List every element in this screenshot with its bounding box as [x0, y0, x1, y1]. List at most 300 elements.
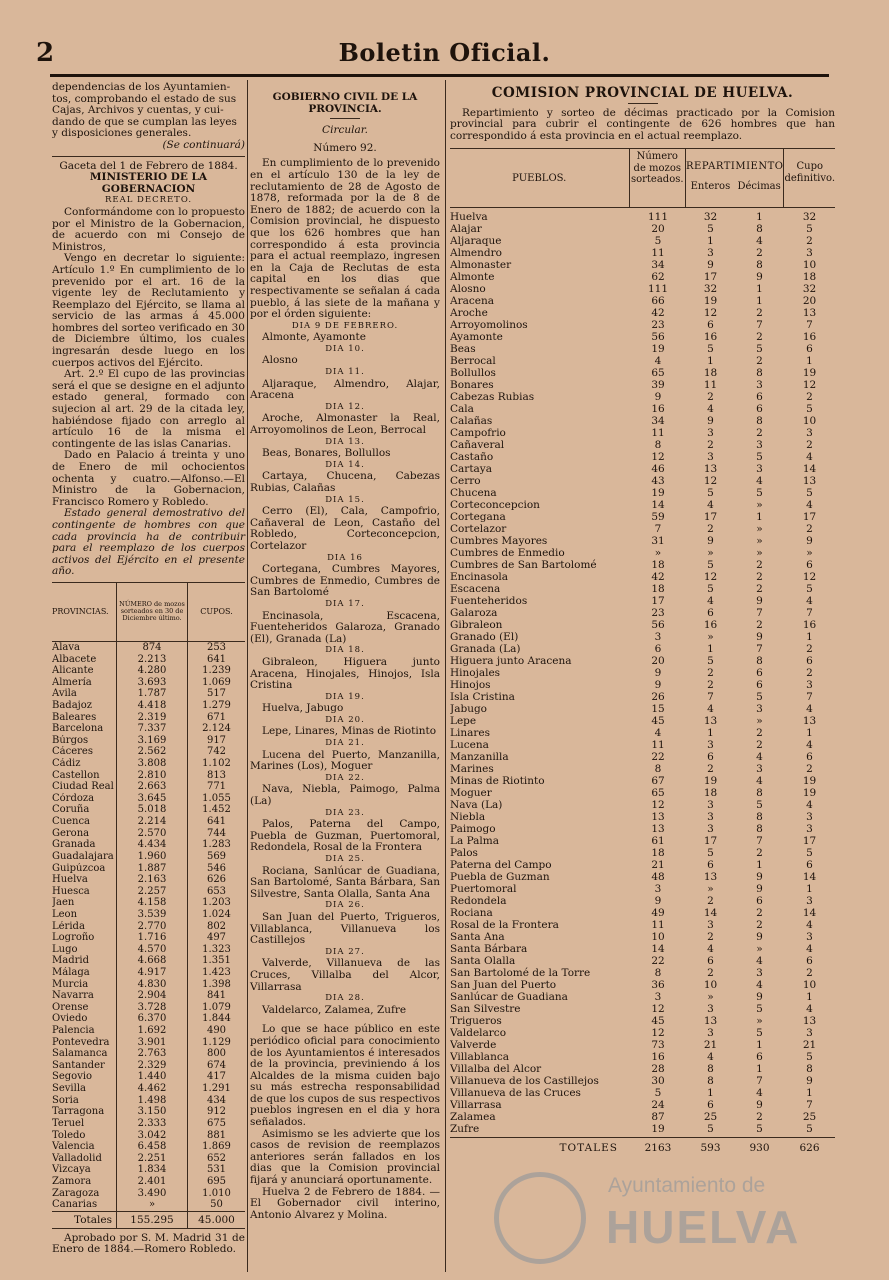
- day-towns: Valdelarco, Zalamea, Zufre: [262, 1003, 407, 1016]
- pueblo-name: Alosno: [450, 283, 486, 296]
- table-row: [450, 991, 835, 1003]
- province-name: Jaen: [52, 897, 75, 909]
- day-label: DIA 17.: [325, 598, 365, 609]
- pueblo-sorteados: 11: [651, 427, 665, 440]
- pueblo-sorteados: 12: [651, 799, 665, 812]
- pueblo-decimas: 6: [756, 1051, 763, 1064]
- table-row: [450, 331, 835, 343]
- circular-intro: En cumplimiento de lo prevenido en el artículo 130 de la ley de reclutamiento de 28 de Agosto de 1878, reformada por la de 8 de Enero de 1882; de acuerdo con la Comision provincial, he dispuesto que los 626 hombres que han correspondido á esta provincia para el actual reemplazo, ingresen en la Caja de Reclutas de esta capital en los dias que respectivamente se señalan á cada pueblo, á las siete de la mañana y por el órden siguiente:: [250, 157, 440, 321]
- province-cupo: 531: [206, 1164, 227, 1176]
- circular-number: Número 92.: [313, 141, 377, 154]
- pueblo-sorteados: 11: [651, 919, 665, 932]
- pueblo-cupo: 6: [806, 859, 813, 872]
- day-label: DIA 18.: [325, 645, 365, 656]
- pueblo-name: San Juan del Puerto: [450, 979, 557, 992]
- pueblo-cupo: 19: [802, 787, 817, 800]
- pueblo-enteros: 19: [703, 775, 718, 788]
- pueblo-decimas: 5: [756, 487, 763, 500]
- pueblo-decimas: 9: [756, 631, 763, 644]
- pueblo-cupo: 4: [806, 451, 813, 464]
- pueblo-name: Cumbres de San Bartolomé: [450, 559, 597, 572]
- pueblo-sorteados: 42: [651, 307, 665, 320]
- province-cupo: 1.069: [202, 676, 231, 688]
- province-name: Valencia: [52, 1141, 95, 1153]
- pueblo-enteros: »: [707, 631, 714, 644]
- province-name: Huesca: [52, 885, 90, 897]
- province-cupo: 881: [206, 1129, 227, 1141]
- province-sorteados: 2.333: [116, 1118, 188, 1130]
- province-sorteados: 2.251: [116, 1153, 188, 1165]
- pueblo-cupo: 6: [806, 655, 813, 668]
- pueblo-sorteados: 16: [651, 1051, 665, 1064]
- pueblo-enteros: 4: [707, 403, 714, 416]
- table-row: [450, 583, 835, 595]
- province-name: Vizcaya: [52, 1164, 91, 1176]
- pueblo-sorteados: 9: [654, 391, 662, 404]
- table-row: [52, 654, 245, 666]
- seal-icon: [494, 1172, 586, 1264]
- pueblo-cupo: 14: [802, 463, 817, 476]
- pueblo-name: Granado (El): [450, 631, 519, 644]
- pueblo-sorteados: 19: [651, 1123, 665, 1136]
- pueblo-name: Santa Olalla: [450, 955, 516, 968]
- pueblo-cupo: 2: [806, 523, 813, 536]
- province-sorteados: 4.158: [116, 897, 188, 909]
- province-name: Zamora: [52, 1175, 92, 1187]
- pueblo-enteros: 4: [707, 703, 714, 716]
- gobierno-heading: GOBIERNO CIVIL DE LA PROVINCIA.: [272, 91, 418, 115]
- province-sorteados: 3.169: [116, 735, 188, 747]
- province-sorteados: 4.280: [116, 665, 188, 677]
- pueblo-name: Hinojos: [450, 679, 491, 692]
- pueblo-enteros: 5: [707, 1123, 714, 1136]
- pueblo-cupo: 5: [806, 223, 813, 236]
- table-row: [52, 897, 245, 909]
- pueblo-sorteados: 23: [651, 607, 665, 620]
- col-provincias: PROVINCIAS.: [52, 607, 109, 617]
- province-cupo: 744: [206, 827, 227, 839]
- pueblo-decimas: 9: [756, 271, 763, 284]
- pueblo-name: Rosal de la Frontera: [450, 919, 559, 932]
- province-sorteados: 2.770: [116, 921, 188, 933]
- day-towns: Cerro (El), Cala, Campofrio, Cañaveral de Leon, Castaño del Robledo, Corteconcepcion, Cortelazor: [250, 505, 440, 552]
- pueblo-sorteados: 18: [651, 559, 665, 572]
- table-row: [450, 619, 835, 631]
- pueblo-cupo: 32: [802, 211, 817, 224]
- separator: [628, 103, 658, 104]
- pueblo-sorteados: 10: [651, 931, 665, 944]
- table-row: [52, 1176, 245, 1188]
- pueblo-enteros: 16: [703, 331, 718, 344]
- pueblo-name: Cala: [450, 403, 474, 416]
- day-label: DIA 14.: [325, 459, 365, 470]
- pueblo-sorteados: 11: [651, 739, 665, 752]
- pueblo-enteros: 17: [703, 511, 718, 524]
- pueblo-name: Zufre: [450, 1123, 480, 1136]
- province-sorteados: 4.434: [116, 839, 188, 851]
- pueblo-sorteados: 46: [651, 463, 665, 476]
- pueblo-name: Arroyomolinos: [450, 319, 528, 332]
- pueblo-cupo: 3: [806, 931, 813, 944]
- table-row: [52, 665, 245, 677]
- pueblo-sorteados: 12: [651, 451, 665, 464]
- pueblo-cupo: 3: [806, 895, 813, 908]
- pueblo-cupo: 4: [806, 919, 813, 932]
- pueblo-sorteados: 7: [654, 523, 662, 536]
- table-row: [450, 871, 835, 883]
- day-towns: Alosno: [262, 354, 298, 367]
- province-name: Salamanca: [52, 1048, 108, 1060]
- pueblo-sorteados: 111: [647, 283, 669, 296]
- table-row: [450, 1039, 835, 1051]
- pueblo-sorteados: 42: [651, 571, 665, 584]
- pueblo-sorteados: 45: [651, 715, 665, 728]
- table-row: [450, 667, 835, 679]
- province-name: Tarragona: [52, 1106, 105, 1118]
- table-row: [450, 775, 835, 787]
- pueblo-sorteados: 4: [654, 355, 662, 368]
- pueblo-enteros: 2: [707, 931, 714, 944]
- pueblo-name: Cartaya: [450, 463, 492, 476]
- table-row: [450, 547, 835, 559]
- pueblo-cupo: 13: [802, 1015, 817, 1028]
- text-line: tos, comprobando el estado de sus: [52, 92, 237, 105]
- decree-heading: REAL DECRETO.: [104, 195, 193, 206]
- pueblo-enteros: 5: [707, 223, 714, 236]
- province-cupo: 841: [206, 990, 227, 1002]
- pueblo-name: Santa Bárbara: [450, 943, 528, 956]
- pueblo-decimas: 5: [756, 1027, 763, 1040]
- province-cupo: 1.844: [202, 1013, 231, 1025]
- table-row: [450, 439, 835, 451]
- pueblo-decimas: 5: [756, 451, 763, 464]
- table-row: [52, 1048, 245, 1060]
- table-row: [52, 851, 245, 863]
- pueblo-name: Santa Ana: [450, 931, 505, 944]
- pueblo-enteros: 6: [707, 319, 714, 332]
- pueblo-cupo: 5: [806, 1051, 813, 1064]
- schedule-list: [250, 321, 440, 1017]
- column-divider: [445, 80, 446, 1272]
- pueblo-enteros: 1: [707, 643, 714, 656]
- gaceta-line: Gaceta del 1 de Febrero de 1884.: [59, 159, 238, 172]
- comision-heading: COMISION PROVINCIAL DE HUELVA.: [491, 85, 794, 101]
- pueblo-cupo: 1: [806, 1087, 813, 1100]
- day-label: DIA 12.: [325, 401, 365, 412]
- table-row: [52, 979, 245, 991]
- pueblo-enteros: 16: [703, 619, 718, 632]
- watermark-line1: Ayuntamiento de: [608, 1174, 766, 1197]
- pueblo-decimas: 5: [756, 691, 763, 704]
- province-cupo: 253: [206, 641, 227, 653]
- pueblo-sorteados: 19: [651, 343, 665, 356]
- pueblo-sorteados: 36: [651, 979, 665, 992]
- table-row: [52, 932, 245, 944]
- pueblo-sorteados: 56: [651, 619, 665, 632]
- province-name: Soria: [52, 1094, 79, 1106]
- province-cupo: 912: [206, 1106, 227, 1118]
- table-row: [52, 955, 245, 967]
- table-row: [450, 691, 835, 703]
- pueblo-cupo: 3: [806, 1027, 813, 1040]
- table-row: [450, 1015, 835, 1027]
- day-towns: Gibraleon, Higuera junto Aracena, Hinojales, Hinojos, Isla Cristina: [250, 655, 440, 692]
- pueblo-decimas: 8: [756, 787, 763, 800]
- table-row: [450, 1051, 835, 1063]
- pueblo-name: Hinojales: [450, 667, 501, 680]
- pueblo-sorteados: 21: [651, 859, 665, 872]
- pueblo-name: Cortegana: [450, 511, 506, 524]
- province-sorteados: 2.401: [116, 1176, 188, 1188]
- pueblo-enteros: 8: [707, 1063, 714, 1076]
- province-name: Alicante: [52, 665, 94, 677]
- pueblo-cupo: 6: [806, 955, 813, 968]
- pueblo-cupo: 7: [806, 607, 813, 620]
- province-name: Cádiz: [52, 758, 81, 770]
- pueblo-name: Cortelazor: [450, 523, 507, 536]
- table-row: [450, 847, 835, 859]
- pueblo-cupo: 4: [806, 739, 813, 752]
- table-row: [52, 839, 245, 851]
- pueblo-cupo: 7: [806, 319, 813, 332]
- table-row: [450, 211, 835, 223]
- pueblo-decimas: »: [756, 715, 763, 728]
- province-cupo: 695: [206, 1175, 227, 1187]
- province-name: Alava: [52, 641, 80, 653]
- table-row: [450, 259, 835, 271]
- pueblo-cupo: 3: [806, 811, 813, 824]
- pueblo-name: Beas: [450, 343, 476, 356]
- comision-intro: Repartimiento y sorteo de décimas practicado por la Comision provincial para cubrir el contingente de 626 hombres que han correspondido á esta provincia en el actual reemplazo.: [450, 106, 835, 142]
- pueblo-enteros: »: [707, 547, 714, 560]
- table-row: [450, 283, 835, 295]
- pueblo-decimas: 2: [756, 571, 763, 584]
- col-cupos: CUPOS.: [200, 607, 233, 617]
- pueblo-enteros: 12: [703, 571, 718, 584]
- continued-text: [52, 82, 245, 140]
- pueblo-sorteados: 34: [651, 415, 665, 428]
- day-label: DIA 11.: [325, 367, 365, 378]
- province-sorteados: 3.539: [116, 909, 188, 921]
- province-cupo: 641: [206, 816, 227, 828]
- province-cupo: 434: [206, 1094, 227, 1106]
- pueblo-enteros: 14: [703, 907, 718, 920]
- pueblo-sorteados: 22: [651, 955, 665, 968]
- province-sorteados: 2.214: [116, 816, 188, 828]
- table-row: [52, 921, 245, 933]
- pueblo-decimas: 7: [756, 835, 763, 848]
- pueblo-enteros: 17: [703, 835, 718, 848]
- pueblo-cupo: 4: [806, 943, 813, 956]
- table-row: [450, 643, 835, 655]
- table-row: [52, 874, 245, 886]
- pueblo-cupo: 13: [802, 715, 817, 728]
- table-row: [450, 955, 835, 967]
- table-row: [52, 723, 245, 735]
- pueblo-sorteados: 22: [651, 751, 665, 764]
- pueblo-name: Aroche: [450, 307, 488, 320]
- table-row: [450, 655, 835, 667]
- province-name: Murcia: [52, 978, 89, 990]
- table-row: [450, 787, 835, 799]
- table-row: [450, 595, 835, 607]
- col-enteros: Enteros: [690, 180, 731, 192]
- table-row: [52, 990, 245, 1002]
- pueblo-enteros: 3: [707, 919, 714, 932]
- province-cupo: 417: [206, 1071, 227, 1083]
- pueblo-cupo: 5: [806, 403, 813, 416]
- pueblo-enteros: 3: [707, 823, 714, 836]
- totals-decimas: 930: [749, 1142, 770, 1155]
- pueblo-decimas: 2: [756, 583, 763, 596]
- pueblo-decimas: »: [756, 523, 763, 536]
- province-cupo: 1.869: [202, 1141, 231, 1153]
- province-cupo: 1.102: [202, 758, 231, 770]
- day-label: DIA 9 DE FEBRERO.: [291, 320, 399, 331]
- province-name: Castellon: [52, 769, 100, 781]
- province-name: Guadalajara: [52, 850, 114, 862]
- province-cupo: 802: [206, 920, 227, 932]
- pueblo-decimas: 2: [756, 247, 763, 260]
- day-towns: Almonte, Ayamonte: [262, 331, 366, 344]
- pueblo-decimas: 5: [756, 1003, 763, 1016]
- pueblo-cupo: 20: [802, 295, 817, 308]
- pueblo-cupo: 21: [802, 1039, 817, 1052]
- pueblo-decimas: 6: [756, 679, 763, 692]
- province-name: Lérida: [52, 920, 85, 932]
- pueblo-decimas: 1: [756, 511, 763, 524]
- pueblo-decimas: 2: [756, 919, 763, 932]
- pueblo-enteros: 13: [703, 1015, 718, 1028]
- pueblo-decimas: 8: [756, 367, 763, 380]
- province-cupo: 50: [210, 1199, 223, 1211]
- pueblo-enteros: 5: [707, 343, 714, 356]
- pueblo-cupo: »: [806, 547, 813, 560]
- table-row: [450, 1027, 835, 1039]
- province-sorteados: 4.462: [116, 1083, 188, 1095]
- table-row: [52, 1199, 245, 1211]
- day-towns: Aroche, Almonaster la Real, Arroyomolinos de Leon, Berrocal: [250, 412, 440, 437]
- pueblo-cupo: 13: [802, 307, 817, 320]
- pueblo-sorteados: 5: [654, 1087, 662, 1100]
- pueblo-name: Villablanca: [450, 1051, 509, 1064]
- pueblo-decimas: 1: [756, 1039, 763, 1052]
- province-sorteados: 2.763: [116, 1048, 188, 1060]
- pueblo-decimas: 5: [756, 799, 763, 812]
- pueblo-sorteados: 18: [651, 583, 665, 596]
- pueblo-sorteados: 14: [651, 499, 665, 512]
- province-name: Lugo: [52, 943, 78, 955]
- pueblo-enteros: 3: [707, 427, 714, 440]
- pueblo-sorteados: 6: [654, 643, 662, 656]
- pueblo-enteros: 2: [707, 667, 714, 680]
- page-number: 2: [36, 38, 55, 68]
- table-row: [450, 895, 835, 907]
- province-cupo: 653: [206, 885, 227, 897]
- province-name: Huelva: [52, 874, 88, 886]
- table-row: [450, 379, 835, 391]
- table-row: [52, 909, 245, 921]
- pueblo-enteros: »: [707, 883, 714, 896]
- pueblo-sorteados: 56: [651, 331, 665, 344]
- day-towns: Cortegana, Cumbres Mayores, Cumbres de Enmedio, Cumbres de San Bartolomé: [250, 563, 440, 599]
- table-row: [450, 451, 835, 463]
- col-cupo-definitivo: Cupo definitivo.: [783, 149, 835, 207]
- table-row: [450, 1087, 835, 1099]
- totals-cupo: 626: [799, 1142, 820, 1155]
- province-cupo: 917: [206, 734, 227, 746]
- province-name: Gerona: [52, 827, 90, 839]
- province-cupo: 1.291: [202, 1083, 231, 1095]
- pueblo-enteros: 5: [707, 559, 714, 572]
- table-row: [450, 223, 835, 235]
- province-sorteados: 6.370: [116, 1013, 188, 1025]
- table-row: [450, 835, 835, 847]
- pueblo-sorteados: 9: [654, 667, 662, 680]
- table-row: [450, 355, 835, 367]
- table-row: [52, 1060, 245, 1072]
- masthead-title: Boletin Oficial.: [338, 38, 551, 67]
- pueblo-name: Berrocal: [450, 355, 496, 368]
- province-sorteados: 4.418: [116, 700, 188, 712]
- pueblo-decimas: 5: [756, 343, 763, 356]
- pueblo-decimas: 8: [756, 811, 763, 824]
- table-row: [450, 979, 835, 991]
- province-name: Orense: [52, 1001, 89, 1013]
- province-sorteados: 3.901: [116, 1037, 188, 1049]
- pueblo-cupo: 6: [806, 751, 813, 764]
- table-row: [450, 487, 835, 499]
- pueblo-name: Granada (La): [450, 643, 521, 656]
- pueblo-enteros: 2: [707, 679, 714, 692]
- table-row: [52, 863, 245, 875]
- province-cupo: 1.079: [202, 1001, 231, 1013]
- pueblo-sorteados: 49: [651, 907, 665, 920]
- pueblo-cupo: 7: [806, 1099, 813, 1112]
- pueblo-name: Lucena: [450, 739, 489, 752]
- pueblo-name: Almonte: [450, 271, 495, 284]
- table-row: [52, 735, 245, 747]
- province-name: Segovio: [52, 1071, 93, 1083]
- pueblo-decimas: »: [756, 547, 763, 560]
- pueblos-table-body: [450, 211, 835, 1135]
- pueblo-sorteados: 4: [654, 727, 662, 740]
- pueblo-name: Sanlúcar de Guadiana: [450, 991, 568, 1004]
- province-name: Almería: [52, 676, 92, 688]
- pueblo-sorteados: 28: [651, 1063, 665, 1076]
- table-row: [450, 823, 835, 835]
- pueblo-enteros: 13: [703, 871, 718, 884]
- province-name: Palencia: [52, 1025, 95, 1037]
- pueblo-name: Minas de Riotinto: [450, 775, 545, 788]
- ministry-heading: MINISTERIO DE LA GOBERNACION: [89, 171, 208, 195]
- pueblo-sorteados: 26: [651, 691, 665, 704]
- province-name: Madrid: [52, 955, 89, 967]
- pueblo-sorteados: 24: [651, 1099, 665, 1112]
- pueblo-decimas: 7: [756, 1075, 763, 1088]
- pueblo-cupo: 16: [802, 619, 817, 632]
- pueblo-name: Cerro: [450, 475, 481, 488]
- province-cupo: 1.203: [202, 897, 231, 909]
- pueblo-decimas: 9: [756, 1099, 763, 1112]
- pueblo-enteros: 5: [707, 487, 714, 500]
- table-row: [450, 463, 835, 475]
- watermark: [490, 1168, 820, 1268]
- pueblo-cupo: 1: [806, 355, 813, 368]
- table-row: [52, 1037, 245, 1049]
- table-row: [52, 1025, 245, 1037]
- pueblo-decimas: 3: [756, 763, 763, 776]
